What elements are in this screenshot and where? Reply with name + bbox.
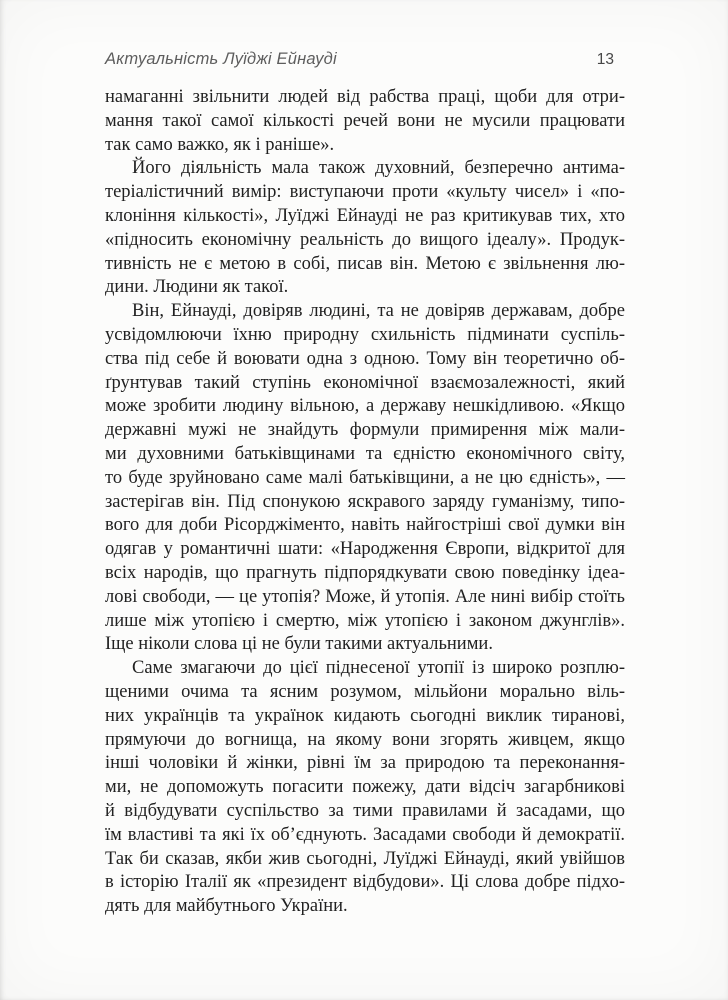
text-line: Його діяльність мала також духовний, безперечно антима- [132,158,625,179]
text-line: ми духовними батьківщинами та єдністю економічного світу, [105,443,625,464]
text-line: лові свободи, — це утопія? Може, й утопія. Але нині вибір стоїть [105,586,625,607]
text-line: намаганні звільнити людей від рабства праці, щоби для отри- [105,87,625,107]
text-line: вого для доби Рісорджіменто, навіть найгостріші свої думки він [105,515,625,536]
text-line: їм властиві та які їх об’єднують. Засадами свободи й демократії. [105,824,625,845]
text-line: клоніння кількості», Луїджі Ейнауді не раз критикував тих, хто [105,205,625,226]
text-line: то буде зруйновано саме малі батьківщини, а не цю єдність», — [105,467,625,488]
text-line: одягав у романтичні шати: «Народження Європи, відкритої для [105,539,625,560]
paragraph [105,157,625,300]
text-line: тивність не є метою в собі, писав він. Метою є звільнення лю- [105,253,625,274]
text-line: й відбудувати суспільство за тими правилами й засадами, що [105,800,625,821]
text-line: ґрунтував такий ступінь економічної взаємозалежності, який [105,372,625,393]
text-line: може зробити людину вільною, а державу нешкідливою. «Якщо [105,396,625,417]
text-line: ми, не допоможуть погасити пожежу, дати відсіч загарбникові [105,777,625,798]
text-line: державні мужі не знайдуть формули примирення між мали- [105,420,625,441]
text-line: лише між утопією і смертю, між утопією і законом джунглів». [105,610,625,631]
page-header [105,50,625,69]
text-line: «підносить економічну реальність до вищого ідеалу». Продук- [105,229,625,250]
text-line: Він, Ейнауді, довіряв людині, та не довіряв державам, добре [132,301,625,322]
text-line: прямуючи до вогнища, на якому вони згорять живцем, якщо [105,729,625,750]
page-number: 13 [596,51,614,68]
text-line: застерігав він. Під спонукою яскравого заряду гуманізму, типо- [105,491,625,512]
text-line: Саме змагаючи до цієї піднесеної утопії із широко розплю- [132,658,625,679]
text-line: всіх народів, що прагнуть підпорядкувати свою поведінку ідеа- [105,562,625,583]
text-line: них українців та українок кидають сьогодні виклик тиранові, [105,705,625,726]
text-line: усвідомлюючи їхню природну схильність підминати суспіль- [105,324,625,345]
text-line: щеними очима та ясним розумом, мільйони морально віль- [105,681,625,702]
text-line: інші чоловіки й жінки, рівні їм за природою та переконання- [105,753,625,774]
text-line: в історію Італії як «президент відбудови». Ці слова добре підхо- [105,872,625,893]
text-line: теріалістичний вимір: виступаючи проти «культу чисел» і «по- [105,182,625,203]
running-title: Актуальність Луїджі Ейнауді [105,50,337,68]
text-line: мання такої самої кількості речей вони не мусили працювати [105,110,625,131]
text-line: дини. Людини як такої. [105,277,289,298]
text-line: Так би сказав, якби жив сьогодні, Луїджі Ейнауді, який увійшов [105,848,625,869]
text-line: дять для майбутнього України. [105,896,348,917]
body-text [105,86,625,919]
paragraph [105,86,625,157]
paragraph [105,300,625,657]
text-line: Іще ніколи слова ці не були такими актуальними. [105,634,493,655]
paragraph [105,657,625,919]
text-line: ства під себе й воювати одна з одною. Тому він теоретично об- [105,348,625,369]
text-line: так само важко, як і раніше». [105,134,335,155]
